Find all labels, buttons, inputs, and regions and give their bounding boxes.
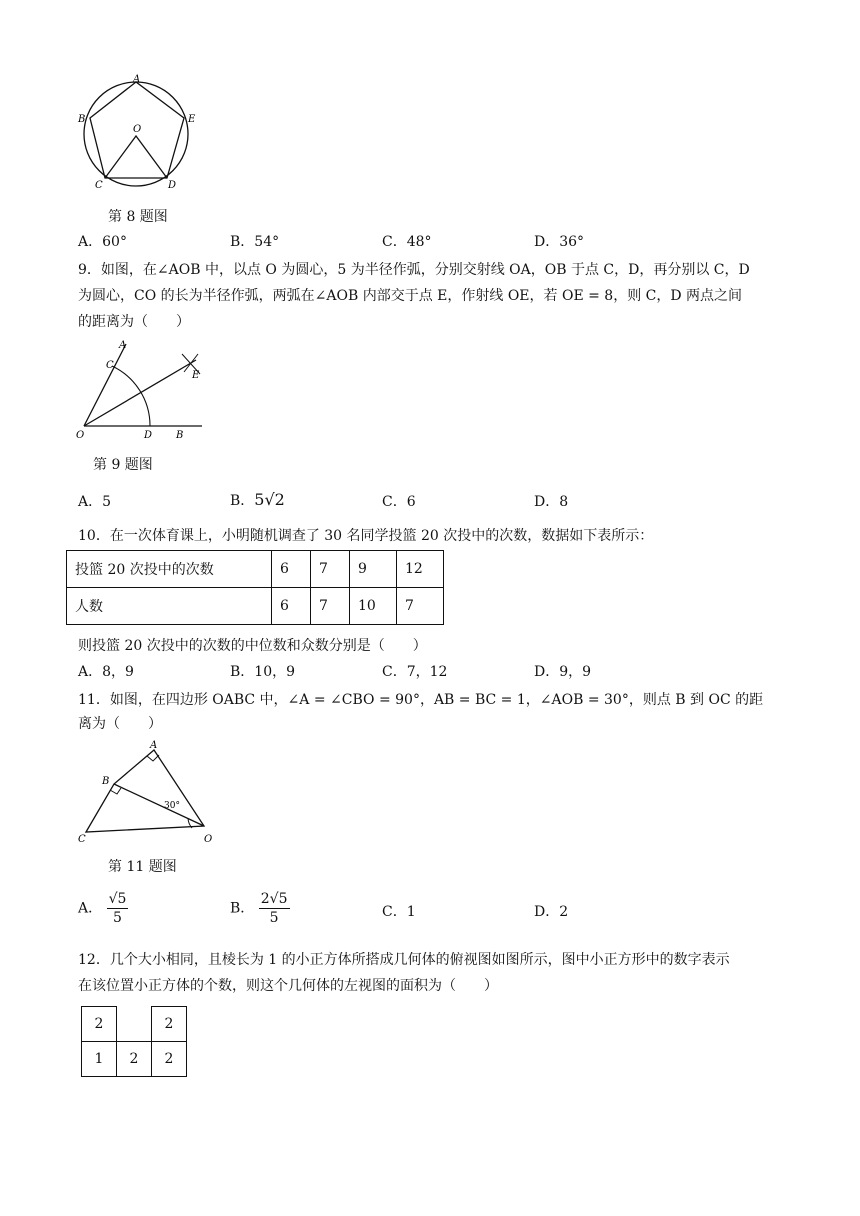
- grid-cell: 2: [152, 1042, 187, 1077]
- q11-label-o: O: [204, 834, 213, 845]
- table-cell: 9: [350, 551, 397, 588]
- grid-cell: 2: [152, 1007, 187, 1042]
- q12-top-view-grid: [81, 1006, 187, 1077]
- q11-label-c: C: [78, 834, 86, 845]
- q10-option-b[interactable]: B．10，9: [230, 664, 296, 680]
- q11-option-c[interactable]: C．1: [382, 904, 416, 920]
- q11-option-d[interactable]: D．2: [534, 904, 569, 920]
- q8-label-c: C: [95, 180, 103, 190]
- q11-label-a: A: [150, 740, 158, 751]
- q8-label-e: E: [188, 114, 196, 125]
- q11-figure: [76, 738, 216, 846]
- q8-caption: 第 8 题图: [108, 209, 168, 225]
- table-header-cell: 人数: [67, 588, 272, 625]
- table-header-cell: 投篮 20 次投中的次数: [67, 551, 272, 588]
- q12-text-line-1: 12．几个大小相同，且棱长为 1 的小正方体所搭成几何体的俯视图如图所示，图中小正方形中的数字表示: [78, 952, 730, 968]
- q9-option-b[interactable]: B．5√2: [230, 490, 285, 509]
- q11-text-line-2: 离为（ ）: [78, 716, 162, 732]
- q9-figure: [72, 338, 208, 446]
- table-cell: 10: [350, 588, 397, 625]
- q9-caption: 第 9 题图: [93, 457, 153, 473]
- q11-angle-label: 30°: [164, 801, 180, 811]
- q9-label-a: A: [119, 340, 127, 351]
- q8-figure: [76, 72, 206, 190]
- q8-label-o: O: [133, 124, 142, 135]
- q8-label-d: D: [168, 180, 177, 190]
- table-cell: 6: [272, 588, 311, 625]
- q10-option-a[interactable]: A．8，9: [78, 664, 134, 680]
- q11-caption: 第 11 题图: [108, 859, 177, 875]
- q8-option-a[interactable]: A．60°: [78, 234, 127, 250]
- q10-option-d[interactable]: D．9，9: [534, 664, 592, 680]
- q11-option-a[interactable]: A． $\frac{√5}{5}$: [78, 891, 127, 926]
- table-row: [67, 588, 444, 625]
- q8-option-b[interactable]: B．54°: [230, 234, 280, 250]
- q11-label-b: B: [102, 776, 110, 787]
- table-cell: 7: [311, 588, 350, 625]
- q10-option-c[interactable]: C．7，12: [382, 664, 448, 680]
- grid-cell: 2: [82, 1007, 117, 1042]
- q11-text-line-1: 11．如图，在四边形 OABC 中，∠A = ∠CBO = 90°，AB = BC = 1，∠AOB = 30°，则点 B 到 OC 的距: [78, 692, 764, 708]
- table-row: [67, 551, 444, 588]
- table-cell: 12: [397, 551, 444, 588]
- q9-text-line-1: 9．如图，在∠AOB 中，以点 O 为圆心，5 为半径作弧，分别交射线 OA，OB 于点 C，D，再分别以 C，D: [78, 262, 750, 278]
- q10-question: 则投篮 20 次投中的次数的中位数和众数分别是（ ）: [78, 638, 427, 654]
- q9-option-d[interactable]: D．8: [534, 494, 569, 510]
- q10-intro: 10．在一次体育课上，小明随机调查了 30 名同学投篮 20 次投中的次数，数据如下表所示：: [78, 528, 654, 544]
- q9-option-a[interactable]: A．5: [78, 494, 112, 510]
- table-cell: 7: [311, 551, 350, 588]
- grid-cell-empty: [117, 1007, 152, 1042]
- q9-label-b: B: [176, 430, 184, 441]
- q8-option-d[interactable]: D．36°: [534, 234, 585, 250]
- grid-cell: 1: [82, 1042, 117, 1077]
- q9-label-c: C: [106, 360, 114, 371]
- q9-text-line-3: 的距离为（ ）: [78, 314, 190, 330]
- q8-label-b: B: [78, 114, 86, 125]
- q8-label-a: A: [133, 74, 141, 85]
- table-row: [82, 1007, 187, 1042]
- q9-option-c[interactable]: C．6: [382, 494, 416, 510]
- table-cell: 6: [272, 551, 311, 588]
- table-cell: 7: [397, 588, 444, 625]
- q9-label-d: D: [144, 430, 153, 441]
- table-row: [82, 1042, 187, 1077]
- q12-text-line-2: 在该位置小正方体的个数，则这个几何体的左视图的面积为（ ）: [78, 978, 498, 994]
- q9-label-o: O: [76, 430, 85, 441]
- q11-option-b[interactable]: B． $\frac{2√5}{5}$: [230, 891, 288, 926]
- q10-data-table: [66, 550, 444, 625]
- q9-text-line-2: 为圆心，CO 的长为半径作弧，两弧在∠AOB 内部交于点 E，作射线 OE，若 OE = 8，则 C，D 两点之间: [78, 288, 743, 304]
- q8-option-c[interactable]: C．48°: [382, 234, 432, 250]
- grid-cell: 2: [117, 1042, 152, 1077]
- q9-label-e: E: [192, 370, 200, 381]
